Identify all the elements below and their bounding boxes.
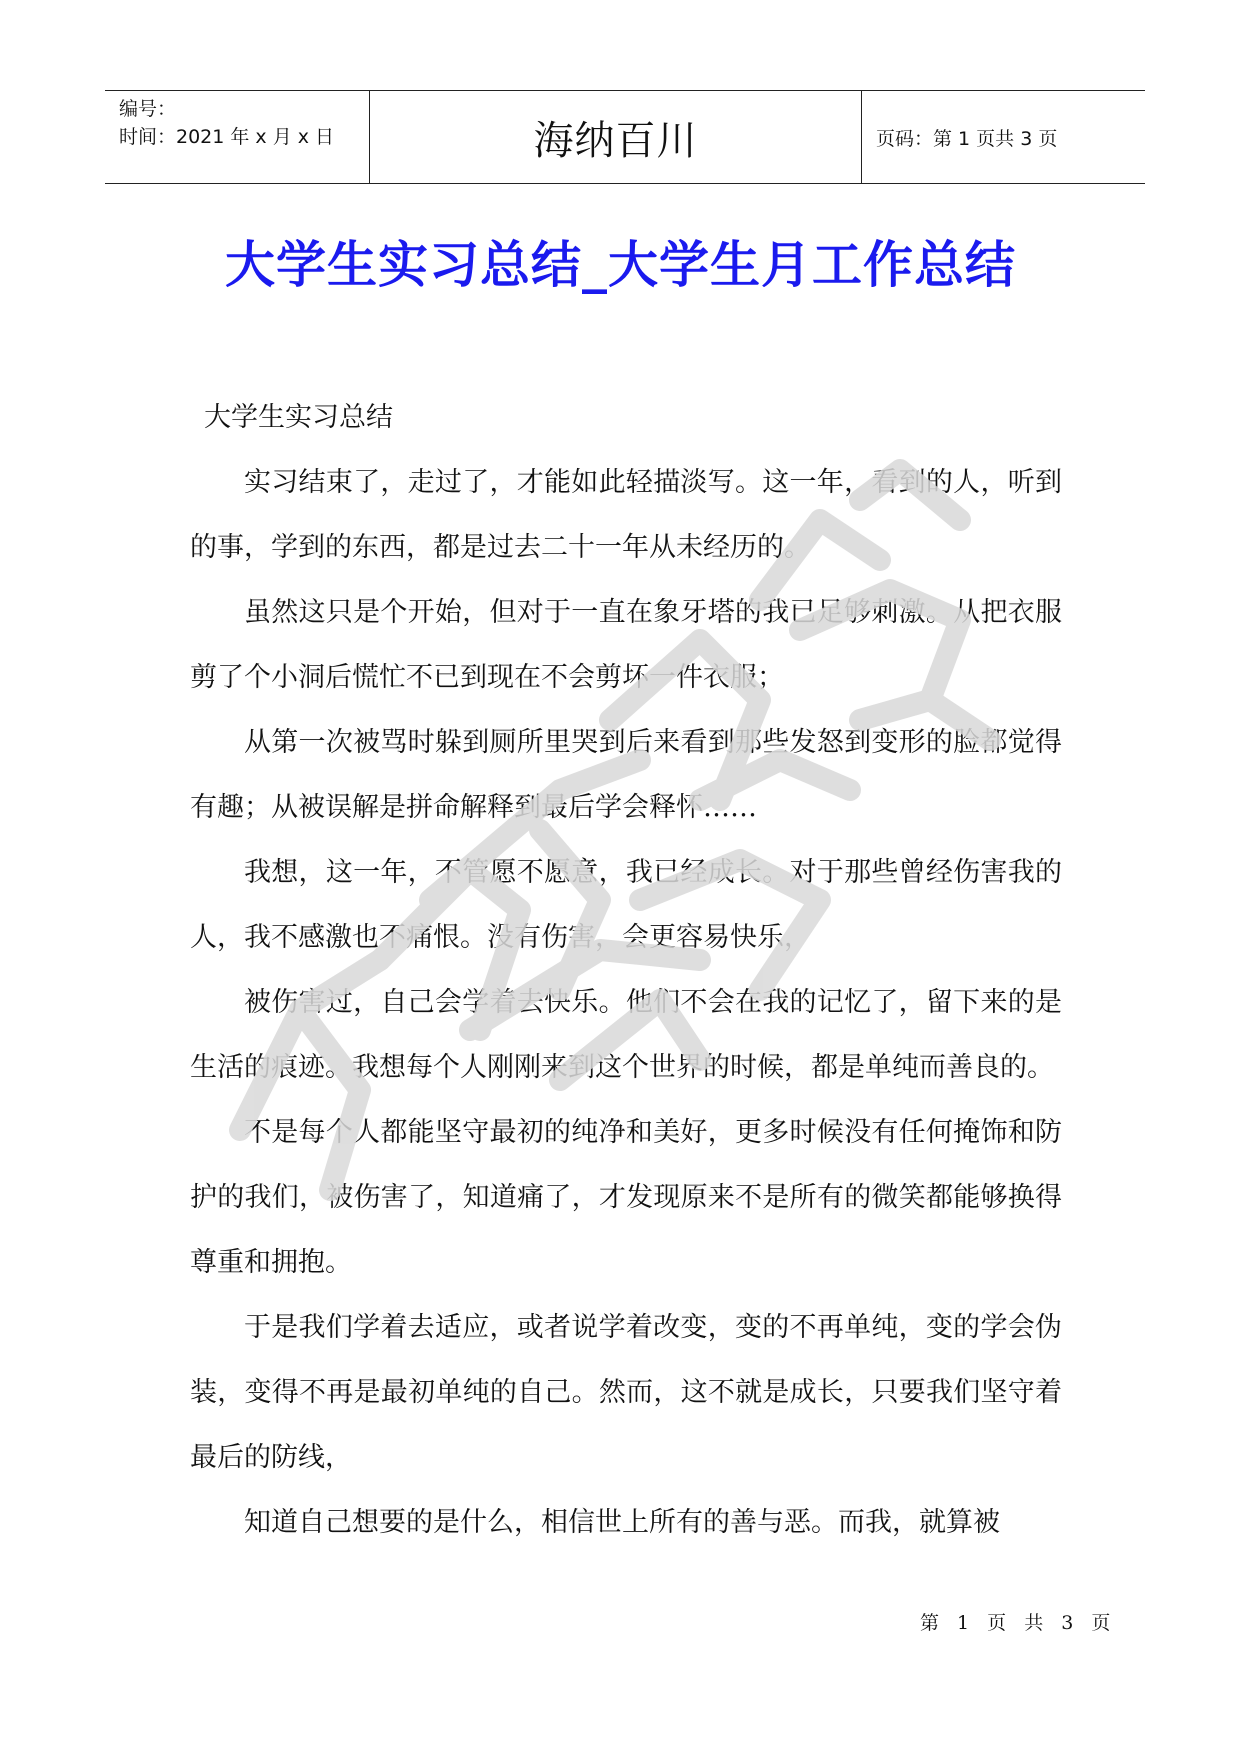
body-paragraph: 我想，这一年，不管愿不愿意，我已经成长。对于那些曾经伤害我的人，我不感激也不痛恨。没有伤害，会更容易快乐， — [190, 857, 1062, 953]
document-body — [190, 385, 1062, 1555]
body-paragraph: 虽然这只是个开始，但对于一直在象牙塔的我已足够刺激。从把衣服剪了个小洞后慌忙不已到现在不会剪坏一件衣服； — [190, 597, 1062, 693]
body-paragraph: 于是我们学着去适应，或者说学着改变，变的不再单纯，变的学会伪装，变得不再是最初单纯的自己。然而，这不就是成长，只要我们坚守着最后的防线， — [190, 1312, 1062, 1473]
page-label: 页码：第 1 页共 3 页 — [876, 127, 1058, 150]
page-footer: 第 1 页 共 3 页 — [920, 1612, 1117, 1634]
body-paragraph: 实习结束了，走过了，才能如此轻描淡写。这一年，看到的人，听到的事，学到的东西，都是过去二十一年从未经历的。 — [190, 467, 1062, 563]
body-paragraph: 被伤害过，自己会学着去快乐。他们不会在我的记忆了，留下来的是生活的痕迹。我想每个人刚刚来到这个世界的时候，都是单纯而善良的。 — [190, 987, 1062, 1083]
brand-text: 海纳百川 — [533, 117, 698, 164]
time-label: 时间：2021 年 x 月 x 日 — [119, 126, 335, 148]
body-paragraph: 不是每个人都能坚守最初的纯净和美好，更多时候没有任何掩饰和防护的我们，被伤害了，知道痛了，才发现原来不是所有的微笑都能够换得尊重和拥抱。 — [190, 1117, 1062, 1278]
body-paragraph: 知道自己想要的是什么，相信世上所有的善与恶。而我，就算被 — [244, 1507, 1000, 1538]
header-meta-cell — [105, 91, 370, 183]
document-header-table — [105, 90, 1145, 184]
body-paragraph: 从第一次被骂时躲到厕所里哭到后来看到那些发怒到变形的脸都觉得有趣；从被误解是拼命解释到最后学会释怀…… — [190, 727, 1062, 823]
number-label: 编号： — [119, 98, 177, 120]
header-brand-cell — [370, 91, 862, 183]
header-page-cell — [862, 91, 1145, 183]
document-title: 大学生实习总结_大学生月工作总结 — [225, 236, 1016, 294]
section-subheading: 大学生实习总结 — [204, 402, 393, 433]
